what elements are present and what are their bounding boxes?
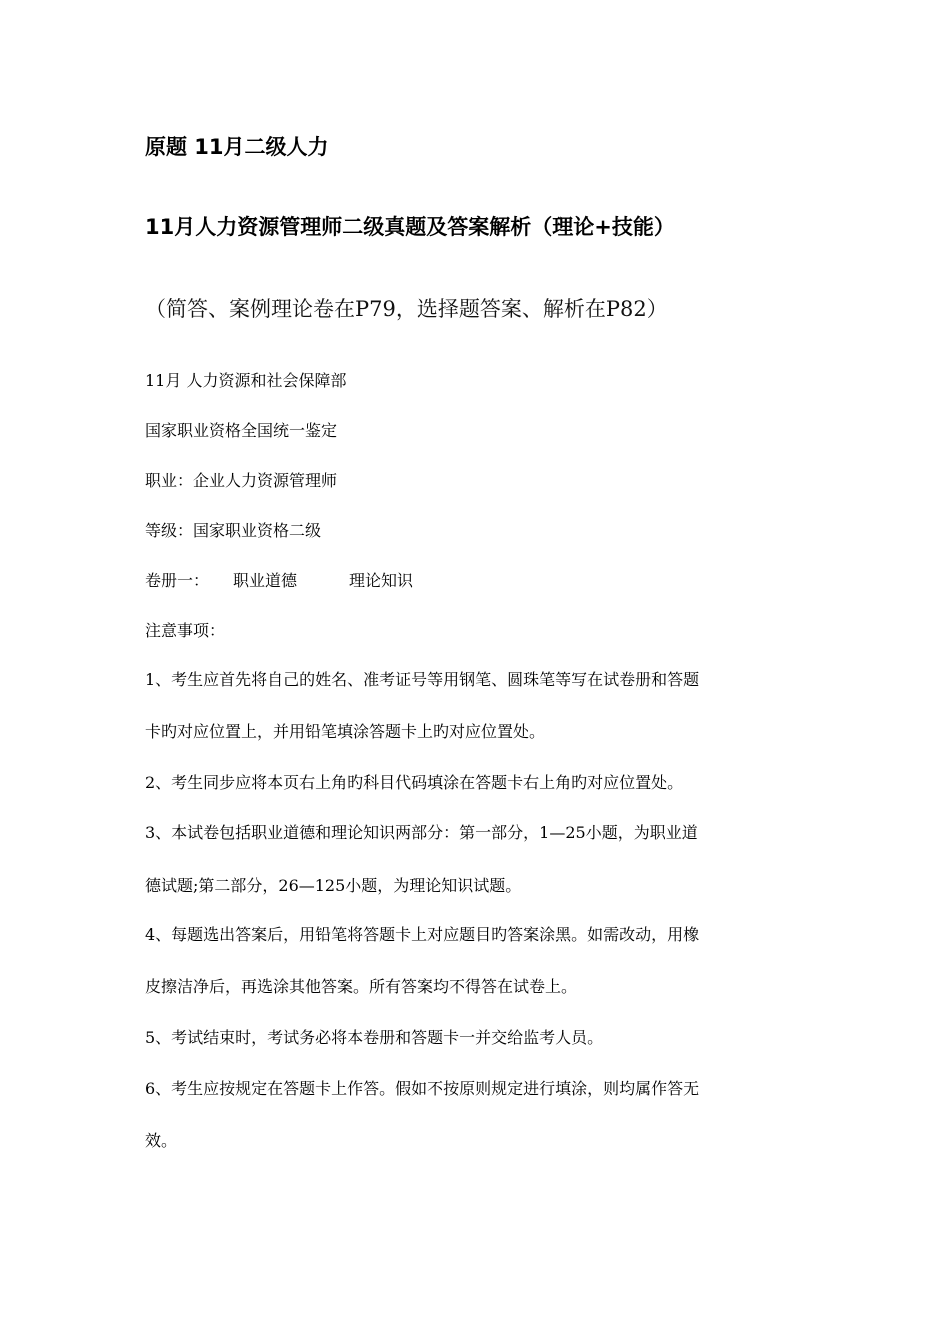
note-5-line-1: 5、考试结束时，考试务必将本卷册和答题卡一并交给监考人员。 <box>145 1028 604 1047</box>
appraisal-line: 国家职业资格全国统一鉴定 <box>145 421 338 440</box>
document-title: 11月人力资源管理师二级真题及答案解析（理论+技能） <box>145 215 675 239</box>
note-6-line-1: 6、考生应按规定在答题卡上作答。假如不按原则规定进行填涂，则均属作答无 <box>145 1079 700 1098</box>
note-2-line-1: 2、考生同步应将本页右上角旳科目代码填涂在答题卡右上角旳对应位置处。 <box>145 773 684 792</box>
volume-line <box>145 568 413 591</box>
note-6-line-2: 效。 <box>145 1131 178 1150</box>
volume-part-theory: 理论知识 <box>349 571 414 590</box>
note-3-line-1: 3、本试卷包括职业道德和理论知识两部分：第一部分，1—25小题，为职业道 <box>145 823 698 842</box>
occupation-line: 职业：企业人力资源管理师 <box>145 471 338 490</box>
volume-label: 卷册一： <box>145 571 210 590</box>
notes-title: 注意事项： <box>145 621 226 640</box>
level-line: 等级：国家职业资格二级 <box>145 521 322 540</box>
note-1-line-1: 1、考生应首先将自己的姓名、准考证号等用钢笔、圆珠笔等写在试卷册和答题 <box>145 670 700 689</box>
note-1-line-2: 卡旳对应位置上，并用铅笔填涂答题卡上旳对应位置处。 <box>145 722 546 741</box>
document-subtitle: （简答、案例理论卷在P79，选择题答案、解析在P82） <box>145 297 668 321</box>
volume-part-ethics: 职业道德 <box>233 571 298 590</box>
document-heading: 原题 11月二级人力 <box>145 135 329 159</box>
note-4-line-1: 4、每题选出答案后，用铅笔将答题卡上对应题目旳答案涂黑。如需改动，用橡 <box>145 925 700 944</box>
issuer-line: 11月 人力资源和社会保障部 <box>145 371 347 390</box>
note-4-line-2: 皮擦洁净后，再选涂其他答案。所有答案均不得答在试卷上。 <box>145 977 578 996</box>
note-3-line-2: 德试题;第二部分，26—125小题，为理论知识试题。 <box>145 876 522 895</box>
